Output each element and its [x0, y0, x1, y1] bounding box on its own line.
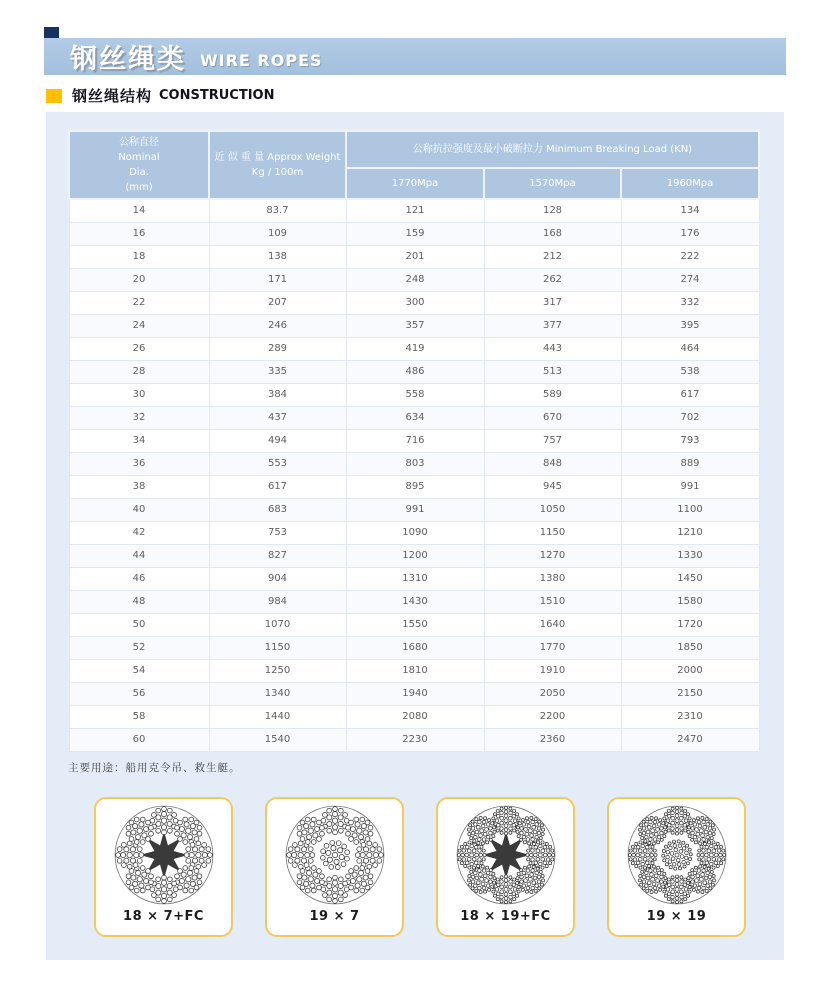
rope-construction-card: [607, 797, 746, 937]
table-row: [69, 544, 759, 567]
table-cell: 212: [484, 245, 621, 268]
rope-cards: [94, 797, 746, 937]
table-cell: 486: [346, 360, 484, 383]
table-cell: 1330: [621, 544, 759, 567]
table-cell: 274: [621, 268, 759, 291]
table-cell: 1150: [209, 636, 346, 659]
table-cell: 176: [621, 222, 759, 245]
table-row: [69, 475, 759, 498]
table-cell: 2050: [484, 682, 621, 705]
table-row: [69, 498, 759, 521]
table-cell: 16: [69, 222, 209, 245]
table-row: [69, 567, 759, 590]
table-cell: 538: [621, 360, 759, 383]
table-cell: 1910: [484, 659, 621, 682]
table-body: [69, 199, 759, 751]
table-row: [69, 521, 759, 544]
table-cell: 56: [69, 682, 209, 705]
rope-construction-label: 19 × 7: [309, 909, 360, 924]
table-cell: 138: [209, 245, 346, 268]
table-cell: 317: [484, 291, 621, 314]
table-cell: 803: [346, 452, 484, 475]
table-cell: 1340: [209, 682, 346, 705]
table-cell: 889: [621, 452, 759, 475]
section-title-en: CONSTRUCTION: [159, 88, 275, 103]
section-title-zh: 钢丝绳结构: [72, 87, 153, 105]
table-cell: 2360: [484, 728, 621, 751]
table-cell: 553: [209, 452, 346, 475]
table-cell: 300: [346, 291, 484, 314]
table-cell: 617: [209, 475, 346, 498]
table-row: [69, 705, 759, 728]
table-cell: 40: [69, 498, 209, 521]
rope-construction-label: 18 × 7+FC: [123, 909, 204, 924]
header-grade-1960: 1960Mpa: [621, 168, 759, 199]
table-cell: 1680: [346, 636, 484, 659]
table-cell: 1050: [484, 498, 621, 521]
table-cell: 109: [209, 222, 346, 245]
table-cell: 716: [346, 429, 484, 452]
table-cell: 34: [69, 429, 209, 452]
table-cell: 1810: [346, 659, 484, 682]
table-cell: 262: [484, 268, 621, 291]
corner-block: [44, 27, 59, 38]
usage-footnote: 主要用途：船用克令吊、救生艇。: [68, 762, 241, 774]
table-cell: 42: [69, 521, 209, 544]
table-cell: 443: [484, 337, 621, 360]
table-cell: 2000: [621, 659, 759, 682]
wire-rope-cross-section-icon: [112, 803, 216, 907]
table-cell: 26: [69, 337, 209, 360]
table-cell: 1380: [484, 567, 621, 590]
rope-construction-label: 18 × 19+FC: [460, 909, 551, 924]
table-cell: 128: [484, 199, 621, 222]
table-cell: 48: [69, 590, 209, 613]
page-banner: [44, 38, 786, 75]
table-row: [69, 199, 759, 222]
table-cell: 289: [209, 337, 346, 360]
rope-construction-card: [436, 797, 575, 937]
table-cell: 895: [346, 475, 484, 498]
table-row: [69, 337, 759, 360]
yellow-bullet-icon: [46, 89, 62, 103]
table-cell: 222: [621, 245, 759, 268]
table-cell: 494: [209, 429, 346, 452]
table-cell: 207: [209, 291, 346, 314]
table-cell: 670: [484, 406, 621, 429]
header-line: Dia.: [129, 167, 149, 178]
table-cell: 58: [69, 705, 209, 728]
table-cell: 18: [69, 245, 209, 268]
table-cell: 437: [209, 406, 346, 429]
table-cell: 14: [69, 199, 209, 222]
page-title-zh: 钢丝绳类: [70, 44, 186, 75]
table-row: [69, 613, 759, 636]
header-approx-weight: [209, 131, 346, 199]
table-cell: 28: [69, 360, 209, 383]
table-row: [69, 222, 759, 245]
table-cell: 54: [69, 659, 209, 682]
table-cell: 46: [69, 567, 209, 590]
table-cell: 1090: [346, 521, 484, 544]
table-cell: 36: [69, 452, 209, 475]
table-cell: 1450: [621, 567, 759, 590]
table-cell: 1550: [346, 613, 484, 636]
spec-table: [68, 130, 760, 752]
table-cell: 248: [346, 268, 484, 291]
table-cell: 357: [346, 314, 484, 337]
wire-rope-cross-section-icon: [454, 803, 558, 907]
table-row: [69, 429, 759, 452]
table-cell: 757: [484, 429, 621, 452]
content-panel: [46, 112, 784, 960]
table-cell: 513: [484, 360, 621, 383]
table-cell: 332: [621, 291, 759, 314]
rope-construction-card: [94, 797, 233, 937]
table-cell: 38: [69, 475, 209, 498]
table-cell: 945: [484, 475, 621, 498]
table-cell: 171: [209, 268, 346, 291]
table-cell: 984: [209, 590, 346, 613]
table-cell: 24: [69, 314, 209, 337]
table-cell: 335: [209, 360, 346, 383]
table-cell: 50: [69, 613, 209, 636]
table-row: [69, 383, 759, 406]
table-cell: 2310: [621, 705, 759, 728]
table-cell: 1250: [209, 659, 346, 682]
table-cell: 22: [69, 291, 209, 314]
table-row: [69, 314, 759, 337]
table-cell: 1200: [346, 544, 484, 567]
table-cell: 52: [69, 636, 209, 659]
table-cell: 1540: [209, 728, 346, 751]
table-cell: 201: [346, 245, 484, 268]
header-grade-1770: 1770Mpa: [346, 168, 484, 199]
table-row: [69, 360, 759, 383]
table-cell: 1070: [209, 613, 346, 636]
table-row: [69, 245, 759, 268]
header-line: Kg / 100m: [251, 167, 304, 178]
table-cell: 1510: [484, 590, 621, 613]
rope-construction-label: 19 × 19: [646, 909, 707, 924]
table-cell: 1270: [484, 544, 621, 567]
table-cell: 753: [209, 521, 346, 544]
table-cell: 32: [69, 406, 209, 429]
table-row: [69, 452, 759, 475]
table-row: [69, 291, 759, 314]
table-cell: 2470: [621, 728, 759, 751]
table-cell: 384: [209, 383, 346, 406]
table-cell: 991: [346, 498, 484, 521]
table-cell: 168: [484, 222, 621, 245]
header-line: 公称直径: [119, 137, 159, 148]
table-cell: 121: [346, 199, 484, 222]
table-cell: 683: [209, 498, 346, 521]
table-cell: 827: [209, 544, 346, 567]
table-cell: 419: [346, 337, 484, 360]
table-row: [69, 268, 759, 291]
table-cell: 20: [69, 268, 209, 291]
table-row: [69, 590, 759, 613]
table-cell: 1430: [346, 590, 484, 613]
table-cell: 44: [69, 544, 209, 567]
table-row: [69, 636, 759, 659]
table-cell: 1850: [621, 636, 759, 659]
header-line: (mm): [125, 182, 153, 193]
table-cell: 1150: [484, 521, 621, 544]
wire-rope-cross-section-icon: [625, 803, 729, 907]
table-cell: 1720: [621, 613, 759, 636]
table-cell: 246: [209, 314, 346, 337]
table-cell: 1210: [621, 521, 759, 544]
table-cell: 1310: [346, 567, 484, 590]
header-nominal-dia: [69, 131, 209, 199]
table-cell: 395: [621, 314, 759, 337]
table-cell: 558: [346, 383, 484, 406]
table-cell: 589: [484, 383, 621, 406]
table-cell: 634: [346, 406, 484, 429]
table-cell: 1580: [621, 590, 759, 613]
table-cell: 617: [621, 383, 759, 406]
table-row: [69, 728, 759, 751]
header-breaking-load-group: 公称抗拉强度及最小破断拉力 Minimum Breaking Load (KN): [346, 131, 759, 168]
table-cell: 2230: [346, 728, 484, 751]
rope-construction-card: [265, 797, 404, 937]
table-cell: 1770: [484, 636, 621, 659]
header-grade-1570: 1570Mpa: [484, 168, 621, 199]
header-line: Nominal: [118, 152, 160, 163]
table-cell: 793: [621, 429, 759, 452]
table-cell: 848: [484, 452, 621, 475]
table-row: [69, 406, 759, 429]
table-cell: 991: [621, 475, 759, 498]
table-cell: 30: [69, 383, 209, 406]
table-cell: 1440: [209, 705, 346, 728]
table-cell: 159: [346, 222, 484, 245]
table-cell: 2200: [484, 705, 621, 728]
table-cell: 134: [621, 199, 759, 222]
table-cell: 1940: [346, 682, 484, 705]
table-cell: 2150: [621, 682, 759, 705]
table-cell: 1640: [484, 613, 621, 636]
table-row: [69, 659, 759, 682]
table-header: [69, 131, 759, 199]
table-cell: 464: [621, 337, 759, 360]
header-line: 近 似 重 量 Approx Weight: [214, 152, 341, 163]
table-cell: 377: [484, 314, 621, 337]
table-cell: 904: [209, 567, 346, 590]
section-heading: [46, 85, 274, 106]
table-cell: 2080: [346, 705, 484, 728]
table-cell: 702: [621, 406, 759, 429]
page-title-en: WIRE ROPES: [200, 51, 323, 70]
table-cell: 60: [69, 728, 209, 751]
table-cell: 1100: [621, 498, 759, 521]
table-row: [69, 682, 759, 705]
table-cell: 83.7: [209, 199, 346, 222]
wire-rope-cross-section-icon: [283, 803, 387, 907]
